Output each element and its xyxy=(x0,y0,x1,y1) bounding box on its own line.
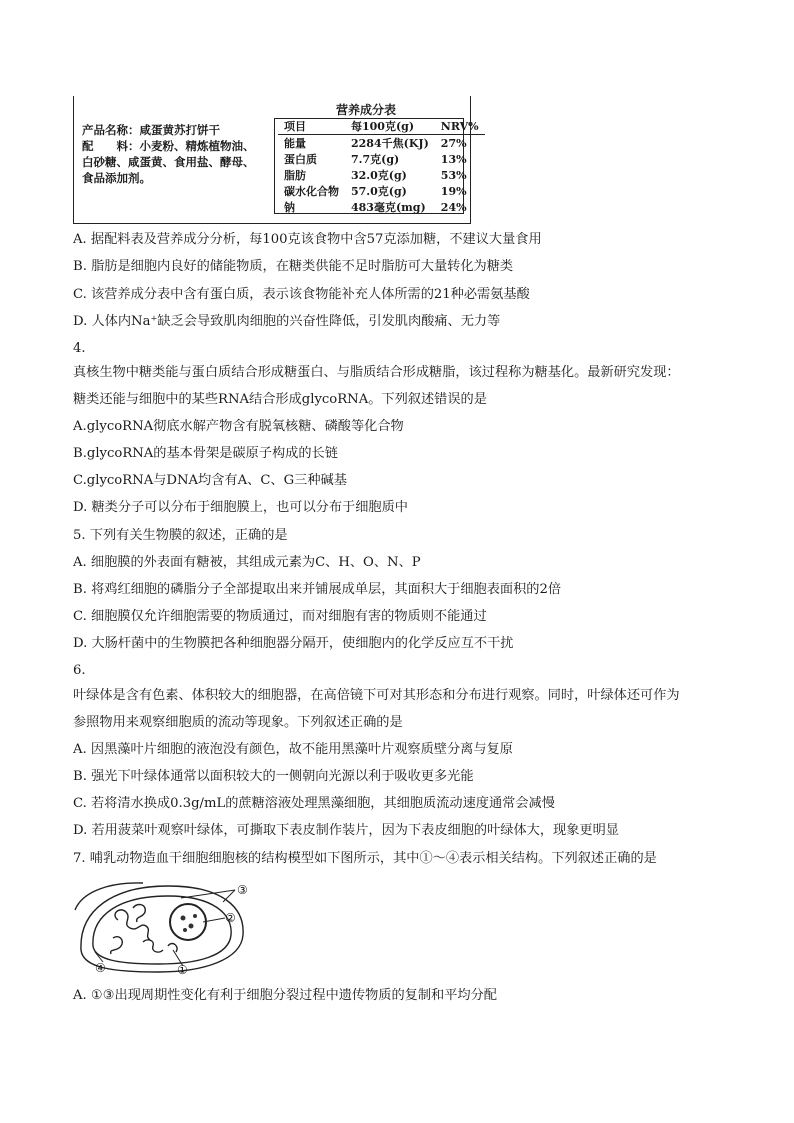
table-cell: 2284千焦(KJ) xyxy=(351,137,429,150)
nutrition-table-title: 营养成分表 xyxy=(336,103,397,117)
table-cell: 脂肪 xyxy=(284,169,306,182)
q3-option-a: A. 据配料表及营养成分分析，每100克该食物中含57克添加糖，不建议大量食用 xyxy=(73,232,542,247)
q7-stem: 7. 哺乳动物造血干细胞细胞核的结构模型如下图所示，其中①～④表示相关结构。下列叙述正确的是 xyxy=(73,851,657,866)
label-4: ④ xyxy=(95,961,106,975)
header-cell: 项目 xyxy=(278,118,345,135)
nucleolus-dot xyxy=(193,914,197,918)
table-row xyxy=(278,199,485,215)
table-row xyxy=(278,151,485,167)
table-cell: 钠 xyxy=(284,201,295,214)
q5-option-b: B. 将鸡红细胞的磷脂分子全部提取出来并铺展成单层，其面积大于细胞表面积的2倍 xyxy=(73,582,562,597)
q6-option-a: A. 因黑藻叶片细胞的液泡没有颜色，故不能用黑藻叶片观察质壁分离与复原 xyxy=(73,742,513,757)
nuclear-envelope-outer xyxy=(81,886,243,972)
product-info xyxy=(82,122,272,186)
q3-option-b: B. 脂肪是细胞内良好的储能物质，在糖类供能不足时脂肪可大量转化为糖类 xyxy=(73,259,514,274)
q4-stem: 糖类还能与细胞中的某些RNA结合形成glycoRNA。下列叙述错误的是 xyxy=(73,392,487,407)
q6-option-d: D. 若用菠菜叶观察叶绿体，可撕取下表皮制作装片，因为下表皮细胞的叶绿体大，现象更明显 xyxy=(73,823,619,838)
table-cell: 蛋白质 xyxy=(284,153,317,166)
table-row xyxy=(278,183,485,199)
table-cell: 32.0克(g) xyxy=(351,169,407,182)
label-1: ① xyxy=(177,963,188,975)
table-cell: 能量 xyxy=(284,137,306,150)
nucleolus-dot xyxy=(181,916,186,921)
label-3: ③ xyxy=(237,883,248,897)
product-name: 产品名称：咸蛋黄苏打饼干 xyxy=(82,123,220,137)
q4-option-d: D. 糖类分子可以分布于细胞膜上，也可以分布于细胞质中 xyxy=(73,500,408,515)
table-cell: 24% xyxy=(440,200,467,214)
q5-option-d: D. 大肠杆菌中的生物膜把各种细胞器分隔开，使细胞内的化学反应互不干扰 xyxy=(73,636,514,651)
q4-stem: 真核生物中糖类能与蛋白质结合形成糖蛋白、与脂质结合形成糖脂，该过程称为糖基化。最新研究发现： xyxy=(73,365,680,380)
q6-stem: 叶绿体是含有色素、体积较大的细胞器，在高倍镜下可对其形态和分布进行观察。同时，叶绿体还可作为 xyxy=(73,688,680,703)
q3-option-c: C. 该营养成分表中含有蛋白质，表示该食物能补充人体所需的21种必需氨基酸 xyxy=(73,287,530,302)
q6-option-b: B. 强光下叶绿体通常以面积较大的一侧朝向光源以利于吸收更多光能 xyxy=(73,769,474,784)
table-cell: 13% xyxy=(440,152,467,166)
table-row xyxy=(278,135,485,152)
table-header-row xyxy=(278,118,485,135)
q4-option-c: C.glycoRNA与DNA均含有A、C、G三种碱基 xyxy=(73,473,347,488)
table-cell: 19% xyxy=(440,184,467,198)
table-cell: 483毫克(mg) xyxy=(351,201,426,214)
nutrition-figure xyxy=(73,96,479,224)
q6-stem: 参照物用来观察细胞质的流动等现象。下列叙述正确的是 xyxy=(73,715,403,730)
table-cell: 7.7克(g) xyxy=(351,153,400,166)
nucleolus xyxy=(170,904,206,940)
q4-option-a: A.glycoRNA彻底水解产物含有脱氧核糖、磷酸等化合物 xyxy=(73,419,404,434)
er-line xyxy=(75,883,143,910)
nucleolus-dot xyxy=(189,924,194,929)
q6-number: 6. xyxy=(73,663,86,678)
table-cell: 27% xyxy=(440,136,467,150)
nucleolus-dot xyxy=(183,928,187,932)
ingredients-line: 配 料：小麦粉、精炼植物油、 xyxy=(82,139,255,153)
label-2: ② xyxy=(225,911,236,925)
table-row xyxy=(278,167,485,183)
nutrition-table xyxy=(278,118,485,215)
q4-option-b: B.glycoRNA的基本骨架是碳原子构成的长链 xyxy=(73,446,338,461)
q3-option-d: D. 人体内Na⁺缺乏会导致肌肉细胞的兴奋性降低，引发肌肉酸痛、无力等 xyxy=(73,314,501,329)
nuclear-envelope-inner xyxy=(93,896,231,964)
q5-stem: 5. 下列有关生物膜的叙述，正确的是 xyxy=(73,528,288,543)
q4-number: 4. xyxy=(73,341,86,356)
q5-option-a: A. 细胞膜的外表面有糖被，其组成元素为C、H、O、N、P xyxy=(73,555,421,570)
q6-option-c: C. 若将清水换成0.3g/mL的蔗糖溶液处理黑藻细胞，其细胞质流动速度通常会减慢 xyxy=(73,796,555,811)
table-cell: 53% xyxy=(440,168,467,182)
q7-option-a: A. ①③出现周期性变化有利于细胞分裂过程中遗传物质的复制和平均分配 xyxy=(73,988,497,1003)
header-cell: NRV% xyxy=(435,118,485,135)
q5-option-c: C. 细胞膜仅允许细胞需要的物质通过，而对细胞有害的物质则不能通过 xyxy=(73,609,487,624)
table-cell: 57.0克(g) xyxy=(351,185,407,198)
nucleus-diagram xyxy=(73,880,273,975)
chromatin xyxy=(111,905,177,954)
header-cell: 每100克(g) xyxy=(345,118,435,135)
ingredients-line: 食品添加剂。 xyxy=(82,171,151,185)
table-cell: 碳水化合物 xyxy=(284,185,339,198)
ingredients-line: 白砂糖、咸蛋黄、食用盐、酵母、 xyxy=(82,155,255,169)
